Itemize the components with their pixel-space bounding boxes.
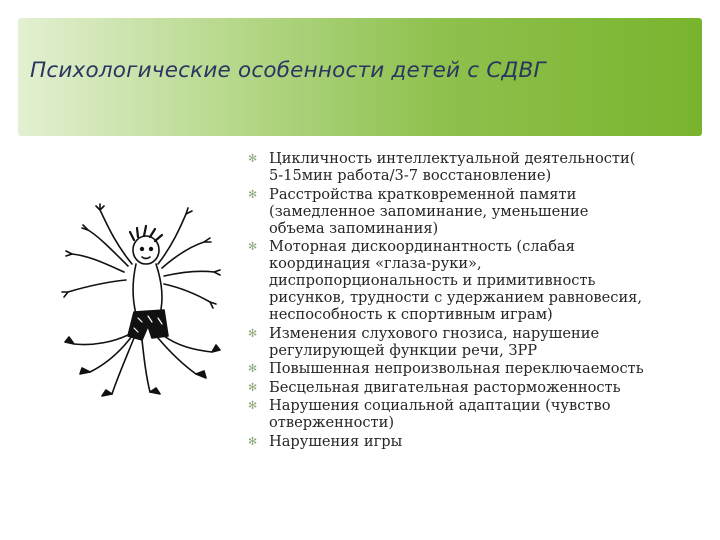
list-item-text: Моторная дискоординантность (слабая xyxy=(269,238,575,255)
list-item-text: Повышенная непроизвольная переключаемость xyxy=(269,360,644,377)
hyperactive-child-drawing xyxy=(54,202,224,402)
list-item-text: Расстройства кратковременной памяти xyxy=(269,185,577,203)
list-item-text: неспособность к спортивным играм) xyxy=(269,306,553,323)
list-item-text: отверженности) xyxy=(269,414,395,431)
list-item xyxy=(248,238,708,323)
bullet-icon: ✻ xyxy=(248,362,258,375)
list-item xyxy=(248,397,708,431)
list-item-text: объема запоминания) xyxy=(269,219,439,237)
list-item-text: регулирующей функции речи, ЗРР xyxy=(269,341,538,359)
list-item-text: Цикличность интеллектуальной деятельности( xyxy=(269,150,636,167)
bullet-icon: ✻ xyxy=(248,326,258,340)
list-item xyxy=(248,360,708,377)
list-item xyxy=(248,186,708,237)
bullet-icon: ✻ xyxy=(248,434,258,448)
bullet-icon: ✻ xyxy=(248,380,258,394)
list-item-text: координация «глаза-руки», xyxy=(269,255,482,272)
list-item-text: Нарушения игры xyxy=(269,432,403,450)
list-item-text: диспропорциональность и примитивность xyxy=(269,272,596,289)
list-item xyxy=(248,379,708,396)
list-item-text: 5-15мин работа/3-7 восстановление) xyxy=(269,167,552,184)
list-item xyxy=(248,150,708,184)
list-item-text: Бесцельная двигательная расторможенность xyxy=(269,378,621,396)
slide-title: Психологические особенности детей с СДВГ xyxy=(30,58,546,83)
list-item-text: Нарушения социальной адаптации (чувство xyxy=(269,397,611,414)
list-item-text: Изменения слухового гнозиса, нарушение xyxy=(269,324,600,342)
bullet-icon: ✻ xyxy=(248,152,258,165)
list-item-text: (замедленное запоминание, уменьшение xyxy=(269,202,589,220)
bullet-list xyxy=(248,150,708,451)
list-item xyxy=(248,433,708,450)
bullet-icon: ✻ xyxy=(248,187,258,201)
hyperactive-child-icon xyxy=(54,202,224,402)
bullet-icon: ✻ xyxy=(248,399,258,412)
bullet-icon: ✻ xyxy=(248,240,258,253)
list-item-text: рисунков, трудности с удержанием равновесия, xyxy=(269,289,643,306)
list-item xyxy=(248,325,708,359)
